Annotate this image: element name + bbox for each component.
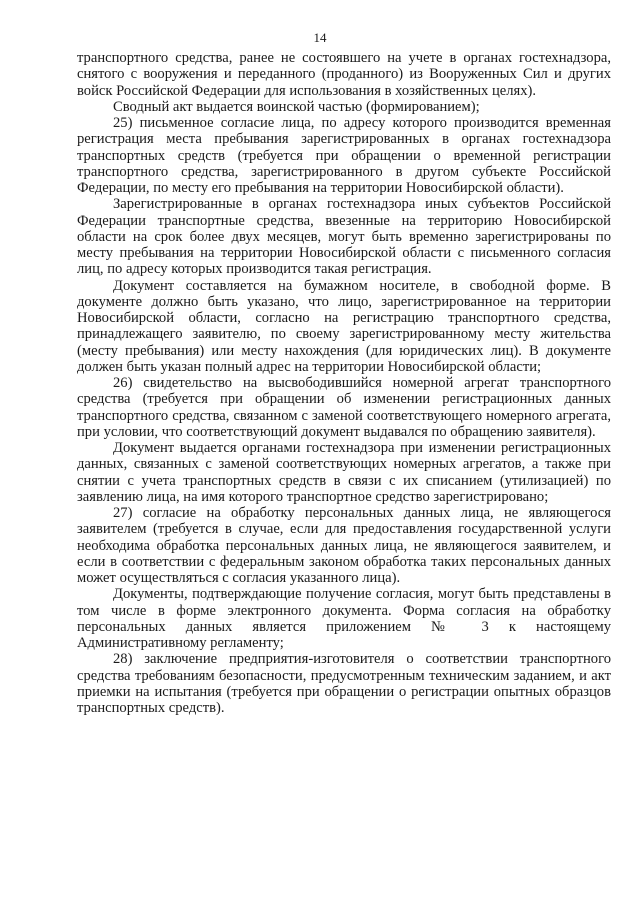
document-body [77, 50, 611, 716]
paragraph-document-form: Документ составляется на бумажном носителе, в свободной форме. В документе должно быть указано, что лицо, зарегистрированное на территории Новосибирской области, согласно на регистрацию транспортного средства, принадлежащего заявителю, по своему зарегистрированному месту жительства (месту пребывания) или месту нахождения (для юридических лиц). В документе должен быть указан полный адрес на территории Новосибирской области; [77, 277, 611, 375]
paragraph-consent-documents: Документы, подтверждающие получение согласия, могут быть представлены в том числе в форме электронного документа. Форма согласия на обработку персональных данных является приложением № 3 к настоящему Административному регламенту; [77, 586, 611, 651]
paragraph-summary-act: Сводный акт выдается воинской частью (формированием); [113, 98, 480, 115]
paragraph-continuation: транспортного средства, ранее не состоявшего на учете в органах гостехнадзора, снятого с вооружения и переданного (проданного) из Вооруженных Сил и других войск Российской Федерации для использования в хозяйственных целях). [77, 50, 611, 99]
paragraph-document-issued: Документ выдается органами гостехнадзора при изменении регистрационных данных, связанных с заменой соответствующих номерных агрегатов, а также при снятии с учета транспортных средств в связи с их списанием (утилизацией) по заявлению лица, на имя которого транспортное средство зарегистрировано; [77, 440, 611, 505]
paragraph-temporary-registration: Зарегистрированные в органах гостехнадзора иных субъектов Российской Федерации транспортные средства, ввезенные на территорию Новосибирской области на срок более двух месяцев, могут быть временно зарегистрированы по месту пребывания на территории Новосибирской области с письменного согласия лиц, по адресу которых производится такая регистрация. [77, 196, 611, 278]
page-number: 14 [313, 30, 327, 45]
paragraph-item-25: 25) письменное согласие лица, по адресу которого производится временная регистрация места пребывания зарегистрированных в органах гостехнадзора транспортных средств (требуется при обращении о временной регистрации транспортного средства, зарегистрированного в другом субъекте Российской Федерации, по месту его пребывания на территории Новосибирской области). [77, 115, 611, 196]
paragraph-item-28: 28) заключение предприятия-изготовителя о соответствии транспортного средства требованиям безопасности, предусмотренным техническим заданием, и акт приемки на испытания (требуется при обращении о регистрации опытных образцов транспортных средств). [77, 651, 611, 716]
paragraph-item-26: 26) свидетельство на высвободившийся номерной агрегат транспортного средства (требуется при обращении об изменении регистрационных данных транспортного средства, связанном с заменой соответствующего номерного агрегата, при условии, что соответствующий документ выдавался по обращению заявителя). [77, 375, 611, 440]
paragraph-item-27: 27) согласие на обработку персональных данных лица, не являющегося заявителем (требуется в случае, если для предоставления государственной услуги необходима обработка персональных данных лица, не являющегося заявителем, и если в соответствии с федеральным законом обработка таких персональных данных может осуществляться с согласия указанного лица). [77, 505, 611, 586]
